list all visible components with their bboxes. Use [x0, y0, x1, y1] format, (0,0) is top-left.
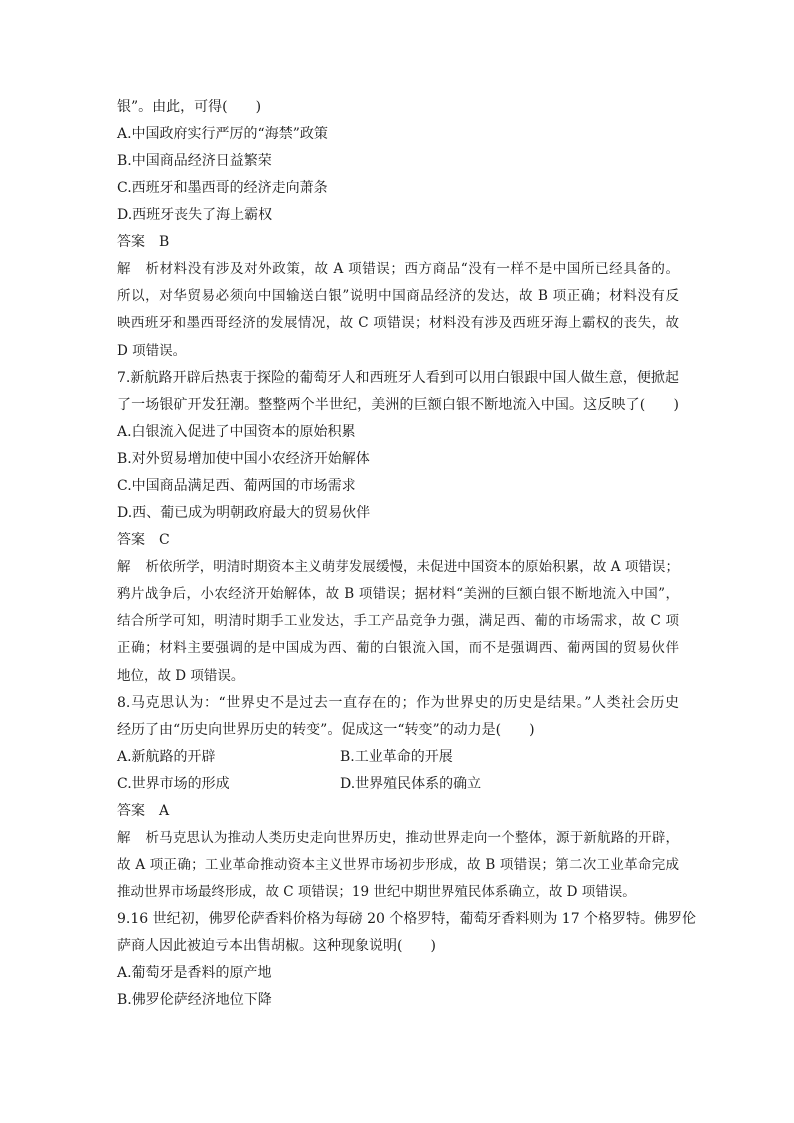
- question-7-explanation-line-1: [117, 554, 679, 581]
- question-6-explanation-line-1: [117, 256, 679, 283]
- question-6-option-a: A.中国政府实行严厉的“海禁”政策: [117, 126, 328, 142]
- question-9-option-b: B.佛罗伦萨经济地位下降: [117, 992, 272, 1009]
- explanation-text: 材料没有涉及对外政策，故 A 项错误；西方商品“没有一样不是中国所已经具备的。: [159, 261, 679, 277]
- question-9: [117, 906, 697, 1014]
- question-8-options-row-2: [117, 771, 679, 798]
- answer-value: C: [159, 531, 170, 548]
- question-7-option-c: C.中国商品满足西、葡两国的市场需求: [117, 477, 356, 494]
- explanation-label: 解析: [117, 558, 159, 575]
- question-6-stem-tail: 银”。由此，可得( ): [117, 99, 262, 115]
- answer-label: 答案: [117, 531, 145, 548]
- question-6-option-b: B.中国商品经济日益繁荣: [117, 153, 272, 169]
- question-7-explanation-line-5: 地位，故 D 项错误。: [117, 667, 245, 684]
- question-8-explanation-line-1: [117, 825, 679, 852]
- question-8-stem-line-2: 经历了由“历史向世界历史的转变”。促成这一“转变”的动力是( ): [117, 721, 535, 738]
- question-8-options-row-1: [117, 744, 679, 771]
- question-8-explanation-line-3: 推动世界市场最终形成，故 C 项错误；19 世纪中期世界殖民体系确立，故 D 项错误。: [117, 884, 636, 901]
- answer-value: B: [159, 234, 170, 250]
- question-8-option-a: A.新航路的开辟: [117, 748, 216, 765]
- explanation-label: 解析: [117, 829, 159, 846]
- explanation-text: 马克思认为推动人类历史走向世界历史，推动世界走向一个整体，源于新航路的开辟，: [159, 829, 679, 846]
- question-7-explanation-line-2: 鸦片战争后，小农经济开始解体，故 B 项错误；据材料“美洲的巨额白银不断地流入中国”，: [117, 585, 679, 602]
- answer-value: A: [159, 802, 170, 819]
- question-7-stem-line-2: 了一场银矿开发狂潮。整整两个半世纪，美洲的巨额白银不断地流入中国。这反映了( ): [117, 396, 679, 413]
- question-7-explanation-line-4: 正确；材料主要强调的是中国成为西、葡的白银流入国，而不是强调西、葡两国的贸易伙伴: [117, 640, 679, 657]
- question-9-stem-line-1: 9.16 世纪初，佛罗伦萨香料价格为每磅 20 个格罗特，葡萄牙香料则为 17 个格罗特。佛罗伦: [117, 911, 697, 928]
- question-6-explanation-line-3: 映西班牙和墨西哥经济的发展情况，故 C 项错误；材料没有涉及西班牙海上霸权的丧失，故: [117, 315, 679, 332]
- question-6: [117, 94, 679, 365]
- question-6-option-c: C.西班牙和墨西哥的经济走向萧条: [117, 180, 328, 196]
- question-7-option-a: A.白银流入促进了中国资本的原始积累: [117, 423, 356, 440]
- question-6-answer: [117, 229, 679, 256]
- question-9-stem-line-2: 萨商人因此被迫亏本出售胡椒。这种现象说明( ): [117, 938, 436, 955]
- question-7-explanation-line-3: 结合所学可知，明清时期手工业发达，手工产品竞争力强，满足西、葡的市场需求，故 C 项: [117, 613, 679, 630]
- explanation-text: 依所学，明清时期资本主义萌芽发展缓慢，未促进中国资本的原始积累，故 A 项错误；: [159, 558, 679, 575]
- question-8-option-b: B.工业革命的开展: [340, 748, 453, 765]
- question-7: [117, 365, 679, 690]
- page-content: [117, 94, 697, 1014]
- question-7-stem-line-1: 7.新航路开辟后热衷于探险的葡萄牙人和西班牙人看到可以用白银跟中国人做生意，便掀起: [117, 369, 679, 386]
- explanation-label: 解析: [117, 261, 159, 277]
- question-6-explanation-line-2: 所以，对华贸易必须向中国输送白银”说明中国商品经济的发达，故 B 项正确；材料没有反: [117, 288, 679, 305]
- question-6-explanation-line-4: D 项错误。: [117, 342, 187, 359]
- question-7-answer: [117, 527, 679, 554]
- answer-label: 答案: [117, 802, 145, 819]
- question-8-option-c: C.世界市场的形成: [117, 775, 230, 792]
- question-8-stem-line-1: 8.马克思认为：“世界史不是过去一直存在的；作为世界史的历史是结果。”人类社会历史: [117, 694, 679, 711]
- question-7-option-b: B.对外贸易增加使中国小农经济开始解体: [117, 450, 370, 467]
- question-7-option-d: D.西、葡已成为明朝政府最大的贸易伙伴: [117, 504, 371, 521]
- question-6-option-d: D.西班牙丧失了海上霸权: [117, 207, 273, 223]
- question-9-option-a: A.葡萄牙是香料的原产地: [117, 965, 272, 982]
- question-8-answer: [117, 798, 679, 825]
- answer-label: 答案: [117, 234, 145, 250]
- question-8: [117, 690, 679, 907]
- question-8-explanation-line-2: 故 A 项正确；工业革命推动资本主义世界市场初步形成，故 B 项错误；第二次工业革命完成: [117, 856, 679, 873]
- question-8-option-d: D.世界殖民体系的确立: [340, 775, 482, 792]
